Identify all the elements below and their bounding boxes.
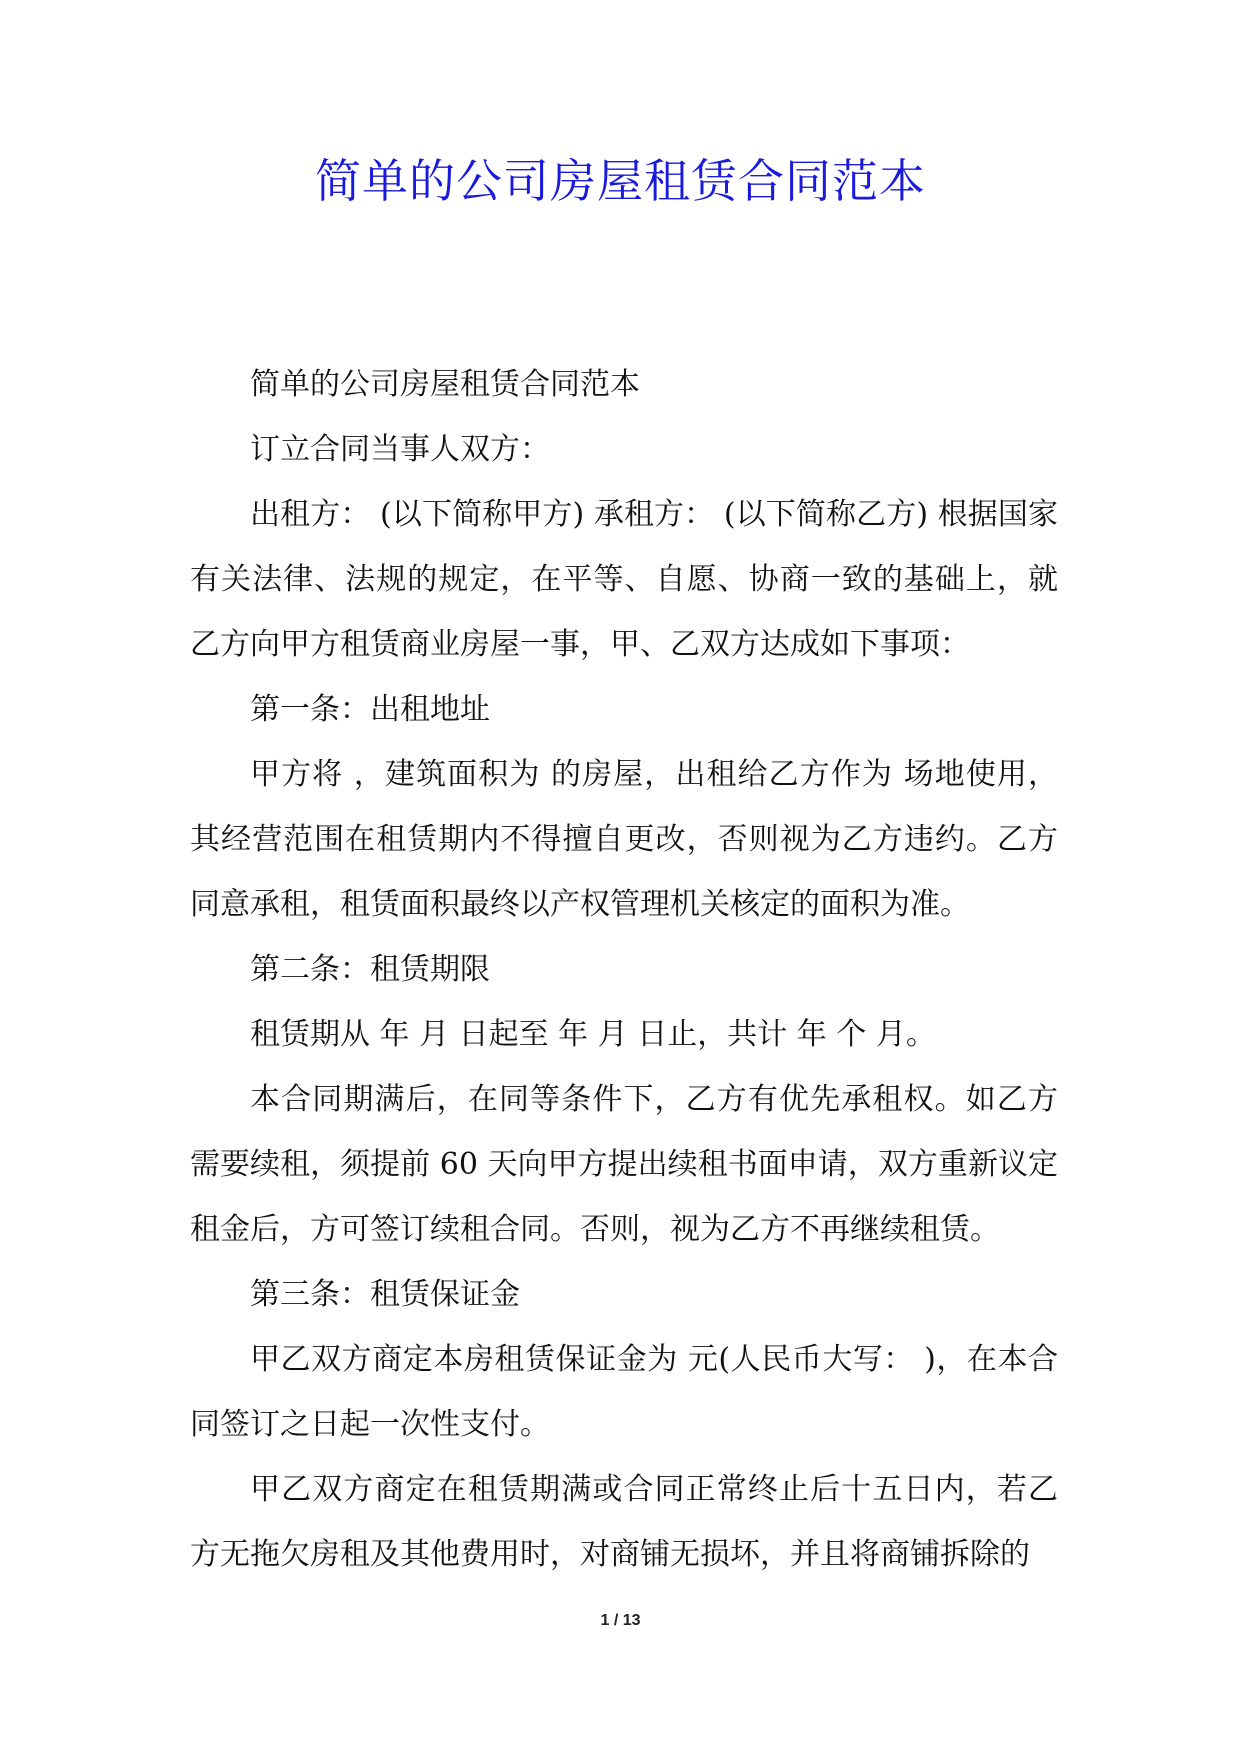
article-3-heading: 第三条：租赁保证金: [250, 1277, 520, 1312]
paragraph-parties: 订立合同当事人双方：: [250, 432, 550, 467]
document-title: 简单的公司房屋租赁合同范本: [315, 154, 926, 208]
article-2-heading: 第二条：租赁期限: [250, 952, 490, 987]
article-1-heading: 第一条：出租地址: [250, 692, 490, 727]
article-3-text: 甲乙双方商定本房租赁保证金为 元(人民币大写： )，在本合同签订之日起一次性支付。: [190, 1342, 1058, 1442]
article-1-text: 甲方将 ，建筑面积为 的房屋，出租给乙方作为 场地使用，其经营范围在租赁期内不得擅自更改，否则视为乙方违约。乙方同意承租，租赁面积最终以产权管理机关核定的面积为准。: [190, 757, 1058, 922]
paragraph-preamble: 出租方： (以下简称甲方) 承租方： (以下简称乙方) 根据国家有关法律、法规的规定，在平等、自愿、协商一致的基础上，就乙方向甲方租赁商业房屋一事，甲、乙双方达成如下事项：: [190, 497, 1058, 662]
article-2-text: 租赁期从 年 月 日起至 年 月 日止，共计 年 个 月。: [250, 1017, 936, 1052]
page-number: 1 / 13: [600, 1612, 641, 1629]
article-2-renewal: 本合同期满后，在同等条件下，乙方有优先承租权。如乙方需要续租，须提前 60 天向甲方提出续租书面申请，双方重新议定租金后，方可签订续租合同。否则，视为乙方不再继续租赁。: [190, 1082, 1058, 1247]
article-3-refund: 甲乙双方商定在租赁期满或合同正常终止后十五日内，若乙方无拖欠房租及其他费用时，对商铺无损坏，并且将商铺拆除的: [190, 1472, 1058, 1572]
paragraph-heading: 简单的公司房屋租赁合同范本: [250, 367, 640, 402]
document-body: [190, 352, 1058, 1587]
